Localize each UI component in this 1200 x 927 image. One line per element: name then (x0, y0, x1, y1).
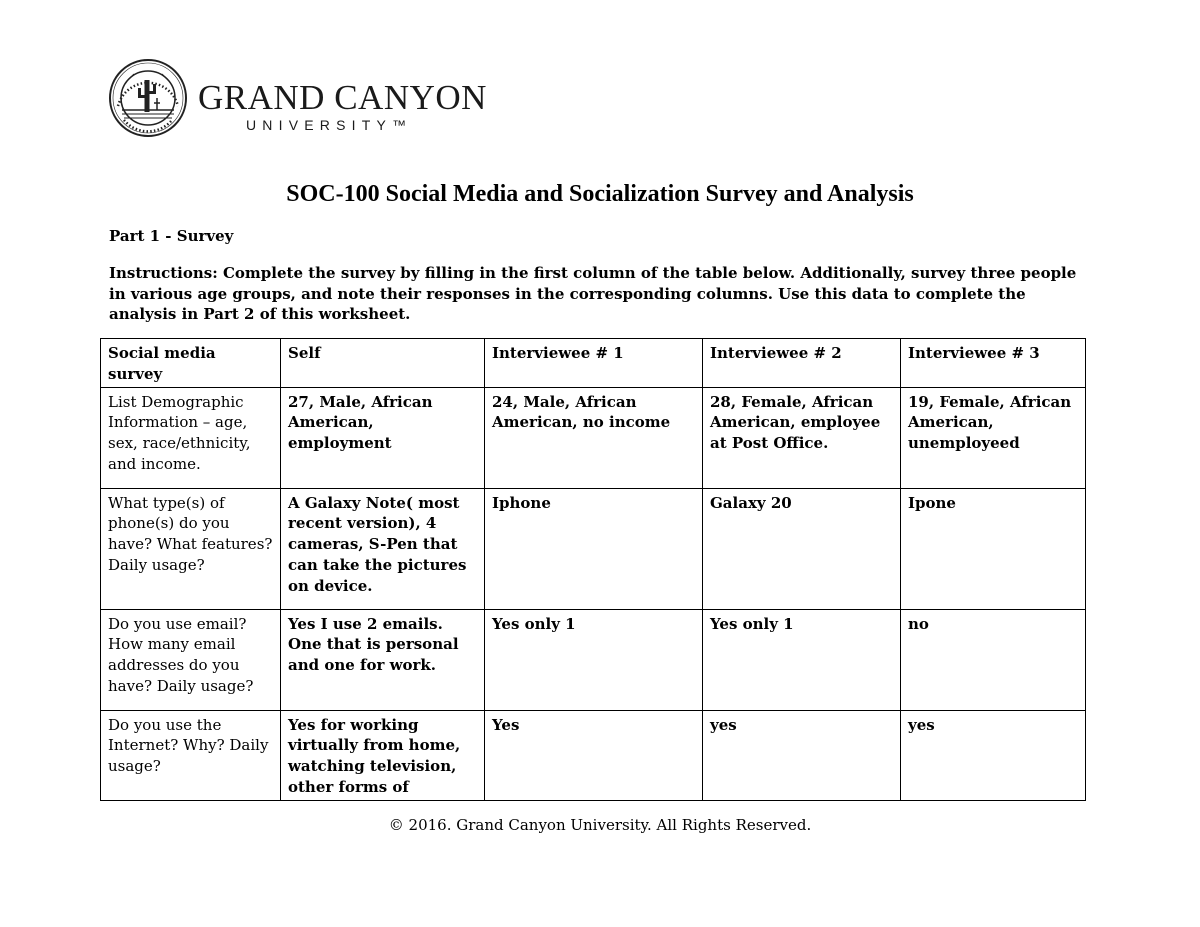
table-row (101, 710, 1086, 800)
header-social-media-survey: Social media survey (101, 339, 281, 388)
answer-cell-interviewee-2: Galaxy 20 (703, 488, 901, 609)
instructions-text: Instructions: Complete the survey by filling in the first column of the table below. Additionally, survey three people in various age groups, and note their responses in the corresponding columns. Use this data to complete the analysis in Part 2 of this worksheet. (109, 264, 1077, 323)
page-title: SOC-100 Social Media and Socialization Survey and Analysis (286, 181, 914, 207)
answer-cell-interviewee-2: Yes only 1 (703, 609, 901, 710)
university-seal-icon (108, 58, 188, 138)
question-cell: List Demographic Information – age, sex, race/ethnicity, and income. (101, 387, 281, 488)
answer-cell-interviewee-3: no (901, 609, 1086, 710)
header-self: Self (281, 339, 485, 388)
question-cell: Do you use the Internet? Why? Daily usage? (101, 710, 281, 800)
answer-cell-interviewee-1: Yes (485, 710, 703, 800)
answer-cell-interviewee-3: Ipone (901, 488, 1086, 609)
table-row (101, 488, 1086, 609)
table-header-row (101, 339, 1086, 388)
answer-cell-interviewee-1: Iphone (485, 488, 703, 609)
answer-cell-interviewee-1: Yes only 1 (485, 609, 703, 710)
answer-cell-interviewee-3: yes (901, 710, 1086, 800)
answer-cell-self: A Galaxy Note( most recent version), 4 cameras, S-Pen that can take the pictures on device. (281, 488, 485, 609)
answer-cell-self: Yes for working virtually from home, watching television, other forms of (281, 710, 485, 800)
copyright-footer: © 2016. Grand Canyon University. All Rights Reserved. (388, 816, 812, 834)
answer-cell-self: 27, Male, African American, employment (281, 387, 485, 488)
table-row (101, 387, 1086, 488)
answer-cell-interviewee-3: 19, Female, African American, unemployeed (901, 387, 1086, 488)
part-label: Part 1 - Survey (109, 227, 234, 245)
header-interviewee-3: Interviewee # 3 (901, 339, 1086, 388)
logo-subtitle: UNIVERSITY™ (246, 117, 413, 133)
answer-cell-interviewee-2: 28, Female, African American, employee at Post Office. (703, 387, 901, 488)
answer-cell-self: Yes I use 2 emails. One that is personal and one for work. (281, 609, 485, 710)
table-row (101, 609, 1086, 710)
question-cell: What type(s) of phone(s) do you have? What features? Daily usage? (101, 488, 281, 609)
header-interviewee-1: Interviewee # 1 (485, 339, 703, 388)
header-interviewee-2: Interviewee # 2 (703, 339, 901, 388)
question-cell: Do you use email? How many email addresses do you have? Daily usage? (101, 609, 281, 710)
survey-table (100, 338, 1086, 801)
answer-cell-interviewee-1: 24, Male, African American, no income (485, 387, 703, 488)
logo-wordmark: GRAND CANYON (198, 78, 487, 117)
answer-cell-interviewee-2: yes (703, 710, 901, 800)
gcu-logo (108, 58, 488, 138)
